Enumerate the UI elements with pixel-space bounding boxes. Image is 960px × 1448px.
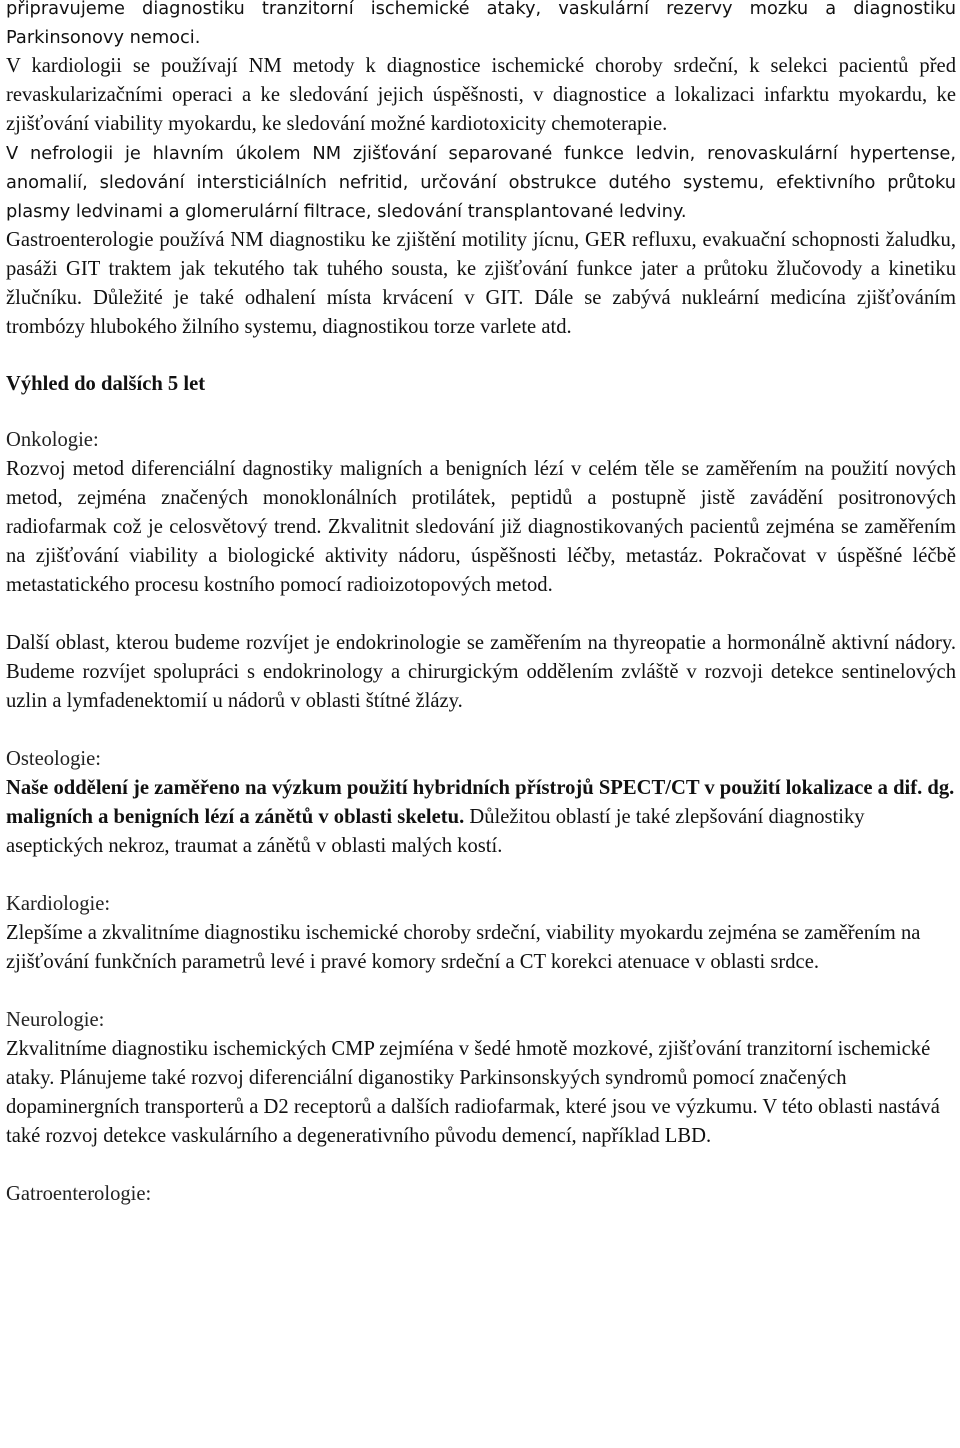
section-heading-outlook: Výhled do dalších 5 let <box>6 373 206 395</box>
label-cardiology: Kardiologie: <box>6 893 111 915</box>
paragraph-oncology-2: Další oblast, kterou budeme rozvíjet je endokrinologie se zaměřením na thyreopatie a hormonálně aktivní nádory. Budeme rozvíjet spolupráci s endokrinology a chirurgickým oddělením zvláště v rozvoji detekce sentinelových uzlin a lymfadenektomií u nádorů v oblasti štítné žlázy. <box>6 632 956 712</box>
paragraph-cardiology: Zlepšíme a zkvalitníme diagnostiku ischemické choroby srdeční, viability myokardu zejména se zaměřením na zjišťování funkčních parametrů levé i pravé komory srdeční a CT korekci atenuace v oblasti srdce. <box>6 922 921 973</box>
label-gastroenterology: Gatroenterologie: <box>6 1183 152 1205</box>
label-osteology: Osteologie: <box>6 748 101 770</box>
paragraph-osteology <box>6 774 956 861</box>
document-page <box>6 0 956 1209</box>
paragraph-gastroenterology: Gastroenterologie používá NM diagnostiku ke zjištění motility jícnu, GER refluxu, evakuační schopnosti žaludku, pasáži GIT traktem jak tekutého tak tuhého sousta, ke zjišťování funkce jater a průtoku žlučovody a kinetiku žlučníku. Důležité je také odhalení místa krvácení v GIT. Dále se zabývá nukleární medicína zjišťováním trombózy hlubokého žilního systemu, diagnostikou torze varlete atd. <box>6 229 956 338</box>
paragraph-neurology-tail: připravujeme diagnostiku tranzitorní ischemické ataky, vaskulární rezervy mozku a diagnostiku Parkinsonovy nemoci. <box>6 0 956 48</box>
label-neurology: Neurologie: <box>6 1009 105 1031</box>
label-oncology: Onkologie: <box>6 429 99 451</box>
osteology-text: Důležitou oblastí je také zlepšování diagnostiky aseptických nekroz, traumat a zánětů v oblasti malých kostí. <box>6 806 865 857</box>
paragraph-cardiology-intro: V kardiologii se používají NM metody k diagnostice ischemické choroby srdeční, k selekci pacientů před revaskularizačními operaci a ke sledování jejich úspěšnosti, v diagnostice a lokalizaci infarktu myokardu, ke zjišťování viability myokardu, ke sledování možné kardiotoxicity chemoterapie. <box>6 55 956 135</box>
paragraph-neurology: Zkvalitníme diagnostiku ischemických CMP zejmíéna v šedé hmotě mozkové, zjišťování tranzitorní ischemické ataky. Plánujeme také rozvoj diferenciální diganostiky Parkinsonskyých syndromů pomocí značených dopaminergních transporterů a D2 receptorů a dalších radiofarmak, které jsou ve výzkumu. V této oblasti nastává také rozvoj detekce vaskulárního a degenerativního původu demencí, například LBD. <box>6 1038 940 1147</box>
osteology-bold-text: Naše oddělení je zaměřeno na výzkum použití hybridních přístrojů SPECT/CT v použití lokalizace a dif. dg. maligních a benigních lézí a zánětů v oblasti skeletu. <box>6 777 955 828</box>
paragraph-nephrology: V nefrologii je hlavním úkolem NM zjišťování separované funkce ledvin, renovaskulární hypertense, anomalií, sledování intersticiálních nefritid, určování obstrukce dutého systemu, efektivního průtoku plasmy ledvinami a glomerulární filtrace, sledování transplantované ledviny. <box>6 143 956 222</box>
paragraph-oncology-1: Rozvoj metod diferenciální dagnostiky maligních a benigních lézí v celém těle se zaměřením na použití nových metod, zejména značených monoklonálních protilátek, peptidů a postupně jistě zavádění positronových radiofarmak což je celosvětový trend. Zkvalitnit sledování již diagnostikovaných pacientů zejména se zaměřením na zjišťování viability a biologické aktivity nádoru, úspěšnosti léčby, metastáz. Pokračovat v úspěšné léčbě metastatického procesu kostního pomocí radioizotopových metod. <box>6 458 956 596</box>
